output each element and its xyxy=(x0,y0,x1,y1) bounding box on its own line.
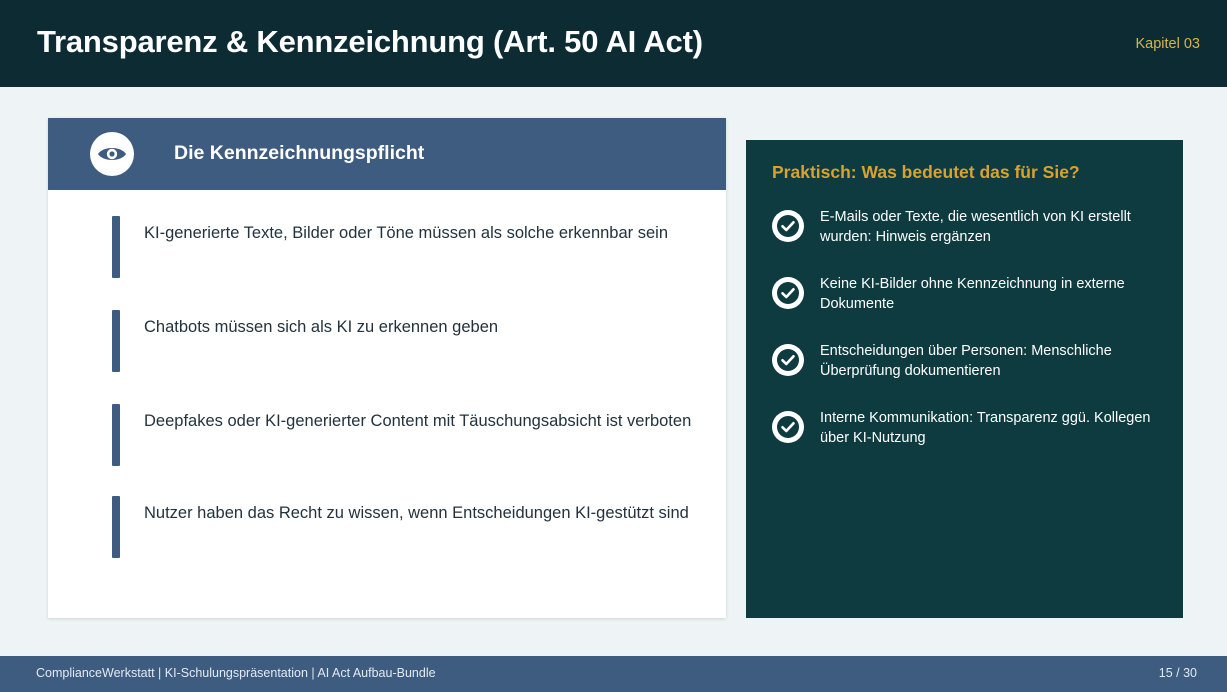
praxis-panel xyxy=(746,140,1183,618)
check-circle-icon xyxy=(772,277,804,309)
bullet-accent-bar xyxy=(112,404,120,466)
bullet-text: Chatbots müssen sich als KI zu erkennen geben xyxy=(144,318,499,336)
bullet-accent-bar xyxy=(112,496,120,558)
footer-credit: ComplianceWerkstatt | KI-Schulungspräsentation | AI Act Aufbau-Bundle xyxy=(36,666,436,680)
checklist xyxy=(746,208,1183,477)
bullet-text: Nutzer haben das Recht zu wissen, wenn Entscheidungen KI-gestützt sind xyxy=(144,504,689,522)
checklist-text: E-Mails oder Texte, die wesentlich von KI erstellt wurden: Hinweis ergänzen xyxy=(820,209,1131,245)
card-title: Die Kennzeichnungspflicht xyxy=(174,142,425,164)
list-item xyxy=(746,208,1183,247)
eye-icon xyxy=(90,132,134,176)
list-item xyxy=(48,310,726,372)
panel-title: Praktisch: Was bedeutet das für Sie? xyxy=(772,162,1080,182)
checklist-text: Keine KI-Bilder ohne Kennzeichnung in externe Dokumente xyxy=(820,276,1125,312)
check-circle-icon xyxy=(772,411,804,443)
bullet-list xyxy=(48,190,726,558)
list-item xyxy=(746,342,1183,381)
list-item xyxy=(48,216,726,278)
slide-footer xyxy=(0,656,1227,692)
card-header xyxy=(48,118,726,190)
bullet-text: KI-generierte Texte, Bilder oder Töne müssen als solche erkennbar sein xyxy=(144,224,669,242)
checklist-text: Interne Kommunikation: Transparenz ggü. Kollegen über KI-Nutzung xyxy=(820,410,1151,446)
list-item xyxy=(48,404,726,466)
bullet-accent-bar xyxy=(112,310,120,372)
slide-header xyxy=(0,0,1227,87)
page-number: 15 / 30 xyxy=(1158,666,1197,680)
chapter-label: Kapitel 03 xyxy=(1135,36,1200,52)
check-circle-icon xyxy=(772,210,804,242)
checklist-text: Entscheidungen über Personen: Menschliche Überprüfung dokumentieren xyxy=(820,343,1112,379)
page-title: Transparenz & Kennzeichnung (Art. 50 AI Act) xyxy=(37,24,703,59)
check-circle-icon xyxy=(772,344,804,376)
bullet-text: Deepfakes oder KI-generierter Content mit Täuschungsabsicht ist verboten xyxy=(144,412,692,430)
bullet-accent-bar xyxy=(112,216,120,278)
list-item xyxy=(746,275,1183,314)
kennzeichnungspflicht-card xyxy=(48,118,726,618)
list-item xyxy=(746,409,1183,448)
list-item xyxy=(48,496,726,558)
